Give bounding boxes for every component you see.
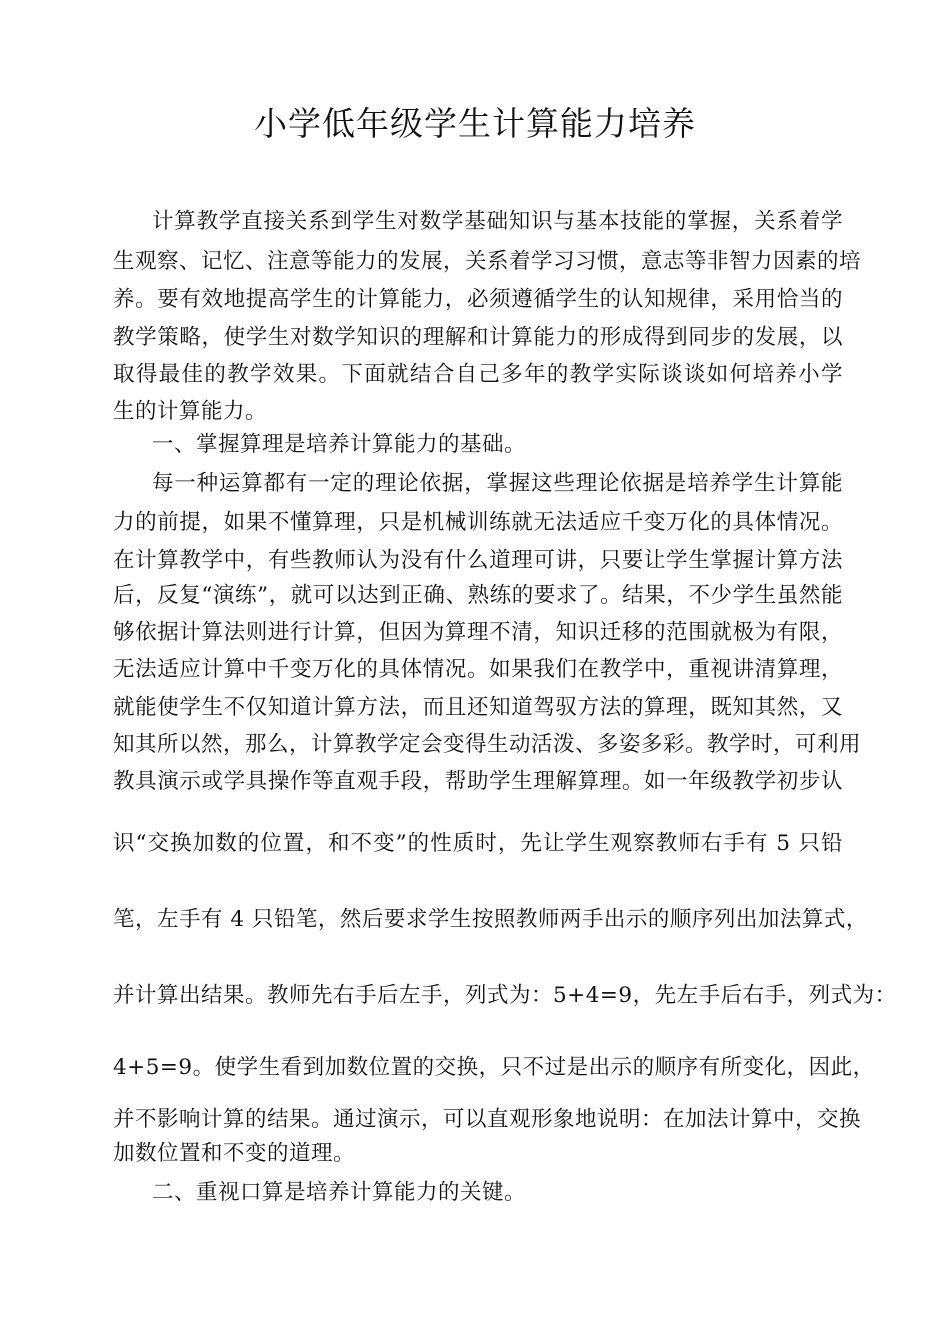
body-line: 力的前提，如果不懂算理，只是机械训练就无法适应千变万化的具体情况。 [113, 510, 843, 535]
body-line: 够依据计算法则进行计算，但因为算理不清，知识迁移的范围就极为有限， [113, 620, 843, 645]
body-line: 计算教学直接关系到学生对数学基础知识与基本技能的掌握，关系着学 [152, 209, 843, 234]
body-line: 识“交换加数的位置，和不变”的性质时，先让学生观察教师右手有 5 只铅 [113, 831, 843, 856]
body-line: 知其所以然，那么，计算教学定会变得生动活泼、多姿多彩。教学时，可利用 [113, 732, 862, 757]
body-line: 无法适应计算中千变万化的具体情况。如果我们在教学中，重视讲清算理， [113, 657, 843, 682]
body-line: 每一种运算都有一定的理论依据，掌握这些理论依据是培养学生计算能 [152, 471, 843, 496]
body-line: 4+5=9。使学生看到加数位置的交换，只不过是出示的顺序有所变化，因此， [113, 1055, 875, 1080]
section-heading: 二、重视口算是培养计算能力的关键。 [152, 1180, 527, 1205]
body-line: 并计算出结果。教师先右手后左手，列式为：5+4=9，先左手后右手，列式为： [113, 983, 897, 1008]
body-line: 加数位置和不变的道理。 [113, 1141, 356, 1166]
body-line: 后，反复“演练”，就可以达到正确、熟练的要求了。结果，不少学生虽然能 [113, 583, 843, 608]
body-line: 笔，左手有 4 只铅笔，然后要求学生按照教师两手出示的顺序列出加法算式， [113, 907, 868, 932]
body-line: 在计算教学中，有些教师认为没有什么道理可讲，只要让学生掌握计算方法 [113, 548, 843, 573]
body-line: 教具演示或学具操作等直观手段，帮助学生理解算理。如一年级教学初步认 [113, 769, 843, 794]
body-line: 并不影响计算的结果。通过演示，可以直观形象地说明：在加法计算中，交换 [113, 1107, 862, 1132]
body-line: 取得最佳的教学效果。下面就结合自己多年的教学实际谈谈如何培养小学 [113, 362, 843, 387]
section-heading: 一、掌握算理是培养计算能力的基础。 [152, 432, 527, 457]
body-line: 教学策略，使学生对数学知识的理解和计算能力的形成得到同步的发展，以 [113, 325, 843, 350]
body-line: 生观察、记忆、注意等能力的发展，关系着学习习惯，意志等非智力因素的培 [113, 249, 862, 274]
body-line: 就能使学生不仅知道计算方法，而且还知道驾驭方法的算理，既知其然，又 [113, 695, 843, 720]
document-title: 小学低年级学生计算能力培养 [254, 104, 696, 143]
body-line: 养。要有效地提高学生的计算能力，必须遵循学生的认知规律，采用恰当的 [113, 287, 843, 312]
body-line: 生的计算能力。 [113, 399, 268, 424]
